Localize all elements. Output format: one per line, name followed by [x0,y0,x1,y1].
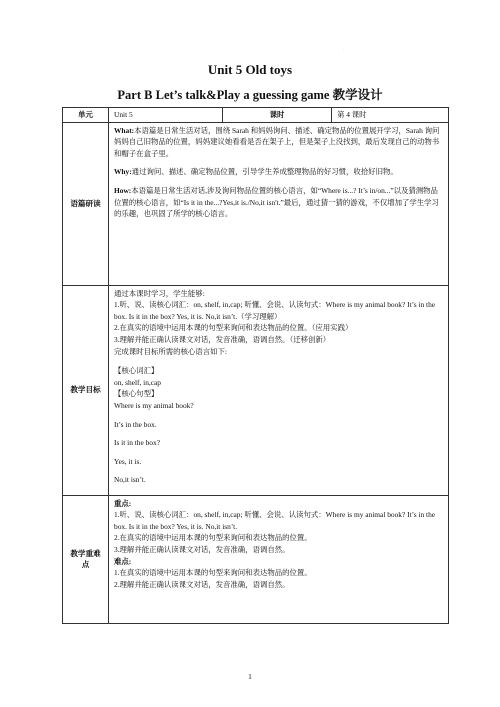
keypoints-label: 教学重难点 [63,495,109,623]
sentence-title: 【核心句型】 [114,389,159,399]
keypoints-content [109,495,449,623]
page-number: 1 [248,672,252,681]
why-key: Why: [114,167,132,177]
why-paragraph [114,166,443,178]
how-text: 本语篇是日常生活对话,涉及询问物品位置的核心语言，如“Where is...? It’s in/on...”以及猜测物品位置的核心语言，如“Is it in the...?Yes,it is./No,it isn't.”最后，通过猜一猜的游戏，不仅增加了学生学习的乐趣，也巩固了所学的核心语言。 [114,185,439,219]
difficulty-title: 难点: [114,556,132,566]
sentence-item: It’s in the box. [114,419,157,429]
how-key: How: [114,185,132,195]
sentence-item: Where is my animal book? [114,400,194,410]
analysis-content [109,122,449,285]
core-language-intro: 完成课时目标所需的核心语言如下: [114,346,227,356]
lesson-value: 第 4 课时 [332,108,449,123]
unit-label: 单元 [63,108,109,123]
table-row-unit [63,108,449,123]
key-item: 2.在真实的语境中运用本课的句型来询问和表达物品的位置。 [114,533,312,543]
how-paragraph [114,185,443,220]
top-mark: · [343,48,345,53]
lesson-label: 课时 [223,108,332,123]
difficulty-item: 2.理解并能正确认读课文对话，发音准确，语调自然。 [114,579,290,589]
objective-item: 3.理解并能正确认读课文对话，发音准确，语调自然。（迁移创新） [114,334,331,344]
key-item: 3.理解并能正确认读课文对话，发音准确，语调自然。 [114,544,290,554]
difficulty-item: 1.在真实的语境中运用本课的句型来询问和表达物品的位置。 [114,568,312,578]
objectives-intro: 通过本课时学习，学生能够: [114,288,205,298]
lesson-plan-table [62,107,449,624]
what-text: 本语篇是日常生活对话，围绕 Sarah 和妈妈询问、描述、确定物品的位置展开学习，Sarah 询问妈妈自己旧物品的位置，妈妈建议她看看是否在架子上，但是架子上没找到，最后发现自己的动物书和帽子在盒子里。 [114,125,440,158]
document-subtitle: Part B Let’s talk&Play a guessing game 教学设计 [117,88,383,102]
vocab-title: 【核心词汇】 [114,366,159,376]
key-item: 1.听、说、读核心词汇：on, shelf, in,cap; 听懂、会说、认读句式：Where is my animal book? It’s in the box. Is it in the box? Yes, it is. No,it isn’t. [114,510,436,531]
why-text: 通过询问、描述、确定物品位置，引导学生养成整理物品的好习惯，收拾好旧物。 [131,167,398,177]
objectives-label: 教学目标 [63,285,109,495]
sentence-item: Yes, it is. [114,456,142,466]
key-title: 重点: [114,498,132,508]
sentence-item: No,it isn’t. [114,475,146,485]
table-row-keypoints [63,495,449,623]
table-row-analysis [63,122,449,285]
table-row-objectives [63,285,449,495]
document-title: Unit 5 Old toys [207,62,293,77]
objective-item: 1.听、说、读核心词汇：on, shelf, in,cap; 听懂、会说、认读句式：Where is my animal book? It’s in the box. Is it in the box? Yes, it is. No,it isn’t.（学习理解） [114,300,436,321]
sentence-item: Is it in the box? [114,438,160,448]
unit-value: Unit 5 [109,108,223,123]
what-key: What: [114,125,135,135]
vocab-list: on, shelf, in,cap [114,377,161,387]
what-paragraph [114,125,443,160]
analysis-label: 语篇研读 [63,122,109,285]
objective-item: 2.在真实的语境中运用本课的句型来询问和表达物品的位置。（应用实践） [114,323,353,333]
objectives-content [109,285,449,495]
